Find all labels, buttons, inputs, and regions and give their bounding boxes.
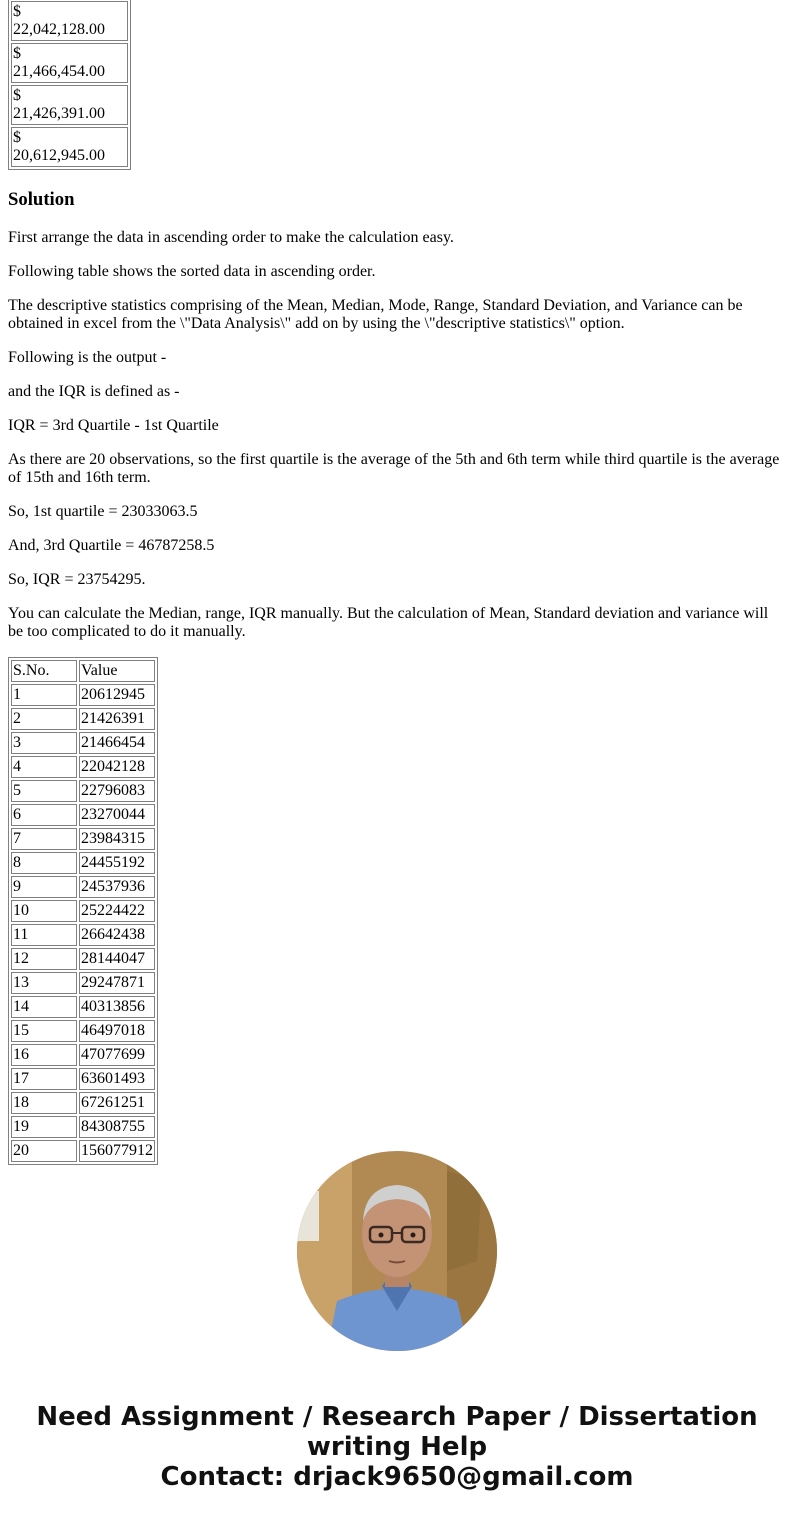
value-cell: 47077699 — [79, 1044, 155, 1066]
table-row — [11, 684, 155, 706]
value-cell: 24537936 — [79, 876, 155, 898]
price-table — [8, 0, 131, 170]
table-row — [11, 1092, 155, 1114]
solution-paragraph: You can calculate the Median, range, IQR manually. But the calculation of Mean, Standard deviation and variance will be too complicated to do it manually. — [8, 605, 769, 640]
table-row — [11, 876, 155, 898]
sno-cell: 12 — [11, 948, 77, 970]
table-row — [11, 1068, 155, 1090]
price-row — [11, 43, 128, 83]
price-amount: 22,042,128.00 — [13, 21, 105, 38]
solution-paragraph: IQR = 3rd Quartile - 1st Quartile — [8, 417, 219, 434]
value-cell: 84308755 — [79, 1116, 155, 1138]
solution-paragraph: First arrange the data in ascending order to make the calculation easy. — [8, 229, 454, 246]
sno-cell: 13 — [11, 972, 77, 994]
value-cell: 24455192 — [79, 852, 155, 874]
sno-cell: 8 — [11, 852, 77, 874]
sno-cell: 14 — [11, 996, 77, 1018]
sno-cell: 17 — [11, 1068, 77, 1090]
price-row — [11, 1, 128, 41]
value-cell: 22042128 — [79, 756, 155, 778]
value-cell: 23270044 — [79, 804, 155, 826]
sno-cell: 4 — [11, 756, 77, 778]
solution-paragraph: So, 1st quartile = 23033063.5 — [8, 503, 198, 520]
sno-cell: 1 — [11, 684, 77, 706]
sno-cell: 9 — [11, 876, 77, 898]
currency-symbol: $ — [13, 3, 21, 20]
table-row — [11, 1044, 155, 1066]
value-cell: 63601493 — [79, 1068, 155, 1090]
sno-cell: 10 — [11, 900, 77, 922]
table-row — [11, 900, 155, 922]
sno-cell: 15 — [11, 1020, 77, 1042]
avatar-portrait-icon — [297, 1151, 497, 1351]
table-row — [11, 852, 155, 874]
price-amount: 21,466,454.00 — [13, 63, 105, 80]
value-cell: 67261251 — [79, 1092, 155, 1114]
table-row — [11, 1020, 155, 1042]
table-row — [11, 708, 155, 730]
currency-symbol: $ — [13, 45, 21, 62]
table-row — [11, 972, 155, 994]
currency-symbol: $ — [13, 87, 21, 104]
currency-symbol: $ — [13, 129, 21, 146]
price-cell — [11, 127, 128, 167]
sorted-data-table-body — [11, 660, 155, 1162]
table-row — [11, 1140, 155, 1162]
table-row — [11, 756, 155, 778]
value-cell: 20612945 — [79, 684, 155, 706]
promo-contact-line: Contact: drjack9650@gmail.com — [160, 1462, 634, 1492]
table-row — [11, 804, 155, 826]
solution-paragraph: and the IQR is defined as - — [8, 383, 180, 400]
sno-cell: 11 — [11, 924, 77, 946]
header-sno: S.No. — [11, 660, 77, 682]
solution-paragraph: The descriptive statistics comprising of the Mean, Median, Mode, Range, Standard Deviation, and Variance can be obtained in excel from the \"Data Analysis\" add on by using the \"descriptive statistics\" option. — [8, 297, 743, 332]
price-cell — [11, 1, 128, 41]
value-cell: 46497018 — [79, 1020, 155, 1042]
value-cell: 40313856 — [79, 996, 155, 1018]
solution-paragraph: And, 3rd Quartile = 46787258.5 — [8, 537, 215, 554]
price-table-body — [11, 1, 128, 167]
sno-cell: 18 — [11, 1092, 77, 1114]
solution-paragraph: So, IQR = 23754295. — [8, 571, 146, 588]
solution-text — [8, 229, 786, 641]
table-row — [11, 1116, 155, 1138]
value-cell: 28144047 — [79, 948, 155, 970]
value-cell: 26642438 — [79, 924, 155, 946]
sno-cell: 20 — [11, 1140, 77, 1162]
solution-heading: Solution — [8, 189, 75, 210]
table-row — [11, 780, 155, 802]
value-cell: 23984315 — [79, 828, 155, 850]
value-cell: 22796083 — [79, 780, 155, 802]
solution-paragraph: Following table shows the sorted data in ascending order. — [8, 263, 376, 280]
author-avatar — [297, 1151, 497, 1351]
value-cell: 29247871 — [79, 972, 155, 994]
table-row — [11, 732, 155, 754]
solution-paragraph: As there are 20 observations, so the first quartile is the average of the 5th and 6th term while third quartile is the average of 15th and 16th term. — [8, 451, 780, 486]
price-amount: 20,612,945.00 — [13, 147, 105, 164]
sno-cell: 2 — [11, 708, 77, 730]
sno-cell: 7 — [11, 828, 77, 850]
table-row — [11, 924, 155, 946]
sno-cell: 5 — [11, 780, 77, 802]
promo-line-1: Need Assignment / Research Paper / Dissertation — [36, 1402, 758, 1432]
price-cell — [11, 85, 128, 125]
price-amount: 21,426,391.00 — [13, 105, 105, 122]
table-row — [11, 996, 155, 1018]
price-cell — [11, 43, 128, 83]
price-row — [11, 85, 128, 125]
sno-cell: 16 — [11, 1044, 77, 1066]
sorted-data-table — [8, 657, 158, 1165]
value-cell: 156077912 — [79, 1140, 155, 1162]
price-row — [11, 127, 128, 167]
table-row — [11, 948, 155, 970]
value-cell: 21426391 — [79, 708, 155, 730]
header-value: Value — [79, 660, 155, 682]
sno-cell: 6 — [11, 804, 77, 826]
value-cell: 21466454 — [79, 732, 155, 754]
promo-line-2: writing Help — [306, 1432, 488, 1462]
value-cell: 25224422 — [79, 900, 155, 922]
sno-cell: 3 — [11, 732, 77, 754]
promo-banner — [0, 1402, 794, 1492]
sno-cell: 19 — [11, 1116, 77, 1138]
table-row — [11, 828, 155, 850]
solution-paragraph: Following is the output - — [8, 349, 167, 366]
table-header-row — [11, 660, 155, 682]
